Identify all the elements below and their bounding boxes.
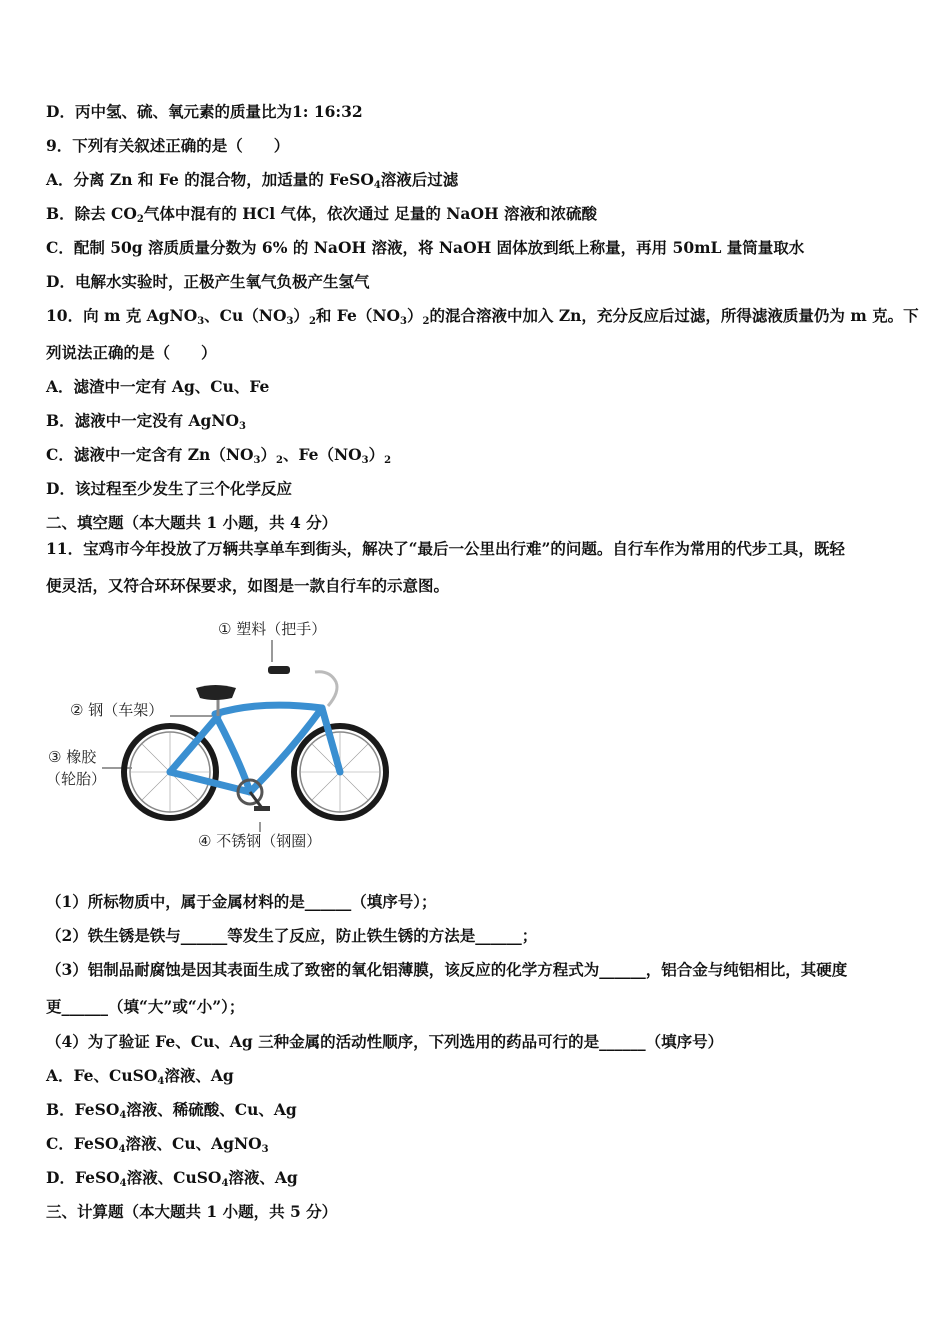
label-stainless-rim: ④ 不锈钢（钢圈） bbox=[198, 832, 322, 850]
q10-stem: 10．向 m 克 AgNO$_3$、$Cu(NO_3)_2$和 $Fe(NO_3)_2$的混合溶液中加入 Zn，充分反应后过滤，所得滤液质量仍为 m 克。下 bbox=[46, 306, 919, 327]
q11-part-3-line1: （3）铝制品耐腐蚀是因其表面生成了致密的氧化铝薄膜，该反应的化学方程式为______，铝合金与纯铝相比，其硬度 bbox=[46, 960, 848, 979]
saddle bbox=[196, 685, 236, 700]
label-steel-frame: ② 钢（车架） bbox=[70, 701, 164, 719]
q11-stem-line1: 11．宝鸡市今年投放了万辆共享单车到街头，解决了“最后一公里出行难”的问题。自行车作为常用的代步工具，既轻 bbox=[46, 539, 845, 558]
q8-option-d: D．丙中氢、硫、氧元素的质量比为1: 16:32 bbox=[46, 102, 363, 121]
handlebar bbox=[315, 672, 337, 706]
q11-option-d: D．FeSO$_4$溶液、CuSO$_4$溶液、Ag bbox=[46, 1168, 298, 1189]
q11-part-2: （2）铁生锈是铁与______等发生了反应，防止铁生锈的方法是______； bbox=[46, 926, 538, 945]
bike-frame bbox=[170, 705, 340, 792]
q9-stem: 9．下列有关叙述正确的是（ ） bbox=[46, 136, 290, 155]
section-3-heading: 三、计算题（本大题共 1 小题，共 5 分） bbox=[46, 1202, 338, 1221]
q11-part-1: （1）所标物质中，属于金属材料的是______（填序号）； bbox=[46, 892, 437, 911]
q9-option-d: D．电解水实验时，正极产生氧气负极产生氢气 bbox=[46, 272, 370, 291]
q10-option-a: A．滤渣中一定有 Ag、Cu、Fe bbox=[46, 377, 270, 396]
label-rubber: ③ 橡胶 bbox=[48, 748, 97, 766]
q11-stem-line2: 便灵活，又符合环环保要求，如图是一款自行车的示意图。 bbox=[46, 576, 450, 595]
q10-option-c: C．滤液中一定含有 $Zn(NO_3)_2$、$Fe(NO_3)_2$ bbox=[46, 445, 392, 466]
q11-part-3-line2: 更______（填“大”或“小”）； bbox=[46, 997, 245, 1016]
label-plastic-handle: ① 塑料（把手） bbox=[218, 620, 327, 638]
bicycle-figure bbox=[40, 612, 410, 862]
section-2-heading: 二、填空题（本大题共 1 小题，共 4 分） bbox=[46, 513, 338, 532]
q10-option-b: B．滤液中一定没有 AgNO$_3$ bbox=[46, 411, 247, 432]
pedal bbox=[254, 806, 270, 811]
q11-option-c: C．FeSO$_4$溶液、Cu、AgNO$_3$ bbox=[46, 1134, 269, 1155]
q11-part-4: （4）为了验证 Fe、Cu、Ag 三种金属的活动性顺序，下列选用的药品可行的是______（填序号） bbox=[46, 1032, 724, 1051]
q11-option-b: B．FeSO$_4$溶液、稀硫酸、Cu、Ag bbox=[46, 1100, 297, 1121]
label-tire: （轮胎） bbox=[46, 770, 107, 788]
q9-option-c: C．配制 50g 溶质质量分数为 6% 的 NaOH 溶液，将 NaOH 固体放到纸上称量，再用 50mL 量筒量取水 bbox=[46, 238, 805, 257]
q10-stem-line2: 列说法正确的是（ ） bbox=[46, 343, 217, 362]
q9-option-b: B．除去 $CO_2$气体中混有的 HCl 气体，依次通过 足量的 NaOH 溶液和浓硫酸 bbox=[46, 204, 598, 225]
q9-option-a: A．分离 Zn 和 Fe 的混合物，加适量的 FeSO$_4$溶液后过滤 bbox=[46, 170, 459, 191]
q11-option-a: A．Fe、CuSO$_4$溶液、Ag bbox=[46, 1066, 234, 1087]
q10-option-d: D．该过程至少发生了三个化学反应 bbox=[46, 479, 292, 498]
handle-grip bbox=[268, 666, 290, 674]
